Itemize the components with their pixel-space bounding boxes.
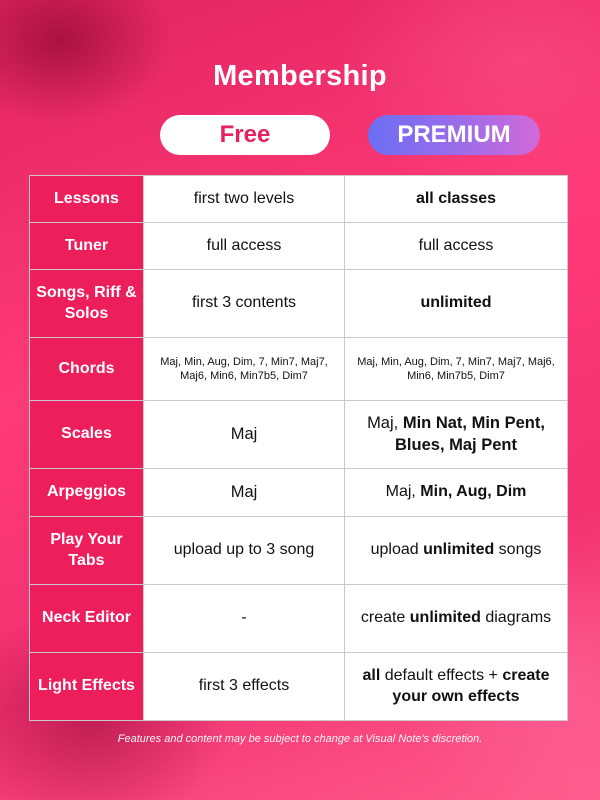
feature-label: Songs, Riff & Solos bbox=[30, 270, 144, 338]
premium-value bbox=[345, 270, 568, 338]
premium-value bbox=[345, 223, 568, 270]
free-value: Maj, Min, Aug, Dim, 7, Min7, Maj7, Maj6, Min6, Min7b5, Dim7 bbox=[144, 338, 345, 401]
table-row-lessons bbox=[30, 176, 568, 223]
premium-value bbox=[345, 469, 568, 517]
premium-plan-button[interactable]: PREMIUM bbox=[368, 115, 540, 155]
table-row-neck-editor bbox=[30, 585, 568, 653]
premium-text: songs bbox=[494, 541, 542, 559]
table-row-light-effects bbox=[30, 653, 568, 721]
feature-label: Scales bbox=[30, 401, 144, 469]
premium-text: diagrams bbox=[480, 609, 552, 627]
free-value: first 3 effects bbox=[144, 653, 345, 721]
feature-label: Tuner bbox=[30, 223, 144, 270]
premium-highlight: create your own effects bbox=[392, 666, 550, 705]
premium-text: upload bbox=[370, 541, 424, 559]
free-value: upload up to 3 song bbox=[144, 517, 345, 585]
table-row-tuner bbox=[30, 223, 568, 270]
premium-value bbox=[345, 517, 568, 585]
premium-value bbox=[345, 176, 568, 223]
disclaimer-text: Features and content may be subject to change at Visual Note's discretion. bbox=[117, 733, 483, 745]
premium-text: create bbox=[360, 609, 410, 627]
free-value: full access bbox=[144, 223, 345, 270]
premium-highlight: unlimited bbox=[409, 609, 481, 627]
free-value: Maj bbox=[144, 401, 345, 469]
premium-highlight: Min Nat, Min Pent, Blues, Maj Pent bbox=[395, 414, 545, 454]
premium-highlight: Min, Aug, Dim bbox=[420, 483, 527, 501]
premium-value bbox=[345, 585, 568, 653]
table-row-play-your-tabs bbox=[30, 517, 568, 585]
premium-value bbox=[345, 653, 568, 721]
premium-text: Maj, Min, Aug, Dim, 7, Min7, Maj7, Maj6, Min6, Min7b5, Dim7 bbox=[357, 355, 555, 382]
feature-label: Neck Editor bbox=[30, 585, 144, 653]
feature-label: Play Your Tabs bbox=[30, 517, 144, 585]
table-row-arpeggios bbox=[30, 469, 568, 517]
premium-text: Maj, bbox=[367, 414, 403, 433]
table-row-scales bbox=[30, 401, 568, 469]
feature-label: Arpeggios bbox=[30, 469, 144, 517]
premium-highlight: all bbox=[362, 666, 381, 684]
feature-label: Light Effects bbox=[30, 653, 144, 721]
free-value: Maj bbox=[144, 469, 345, 517]
premium-value bbox=[345, 338, 568, 401]
table-row-songs bbox=[30, 270, 568, 338]
free-value: first 3 contents bbox=[144, 270, 345, 338]
premium-text: Maj, bbox=[385, 483, 421, 501]
feature-label: Lessons bbox=[30, 176, 144, 223]
free-value: first two levels bbox=[144, 176, 345, 223]
free-value: - bbox=[144, 585, 345, 653]
free-plan-button[interactable]: Free bbox=[160, 115, 330, 155]
feature-label: Chords bbox=[30, 338, 144, 401]
premium-text: default effects + bbox=[380, 666, 503, 684]
premium-highlight: all classes bbox=[415, 189, 497, 207]
feature-comparison-table bbox=[29, 175, 568, 721]
table-row-chords bbox=[30, 338, 568, 401]
page-title: Membership bbox=[213, 60, 387, 92]
premium-value bbox=[345, 401, 568, 469]
premium-highlight: unlimited bbox=[423, 541, 495, 559]
premium-text: full access bbox=[418, 236, 494, 254]
premium-highlight: unlimited bbox=[420, 294, 492, 312]
